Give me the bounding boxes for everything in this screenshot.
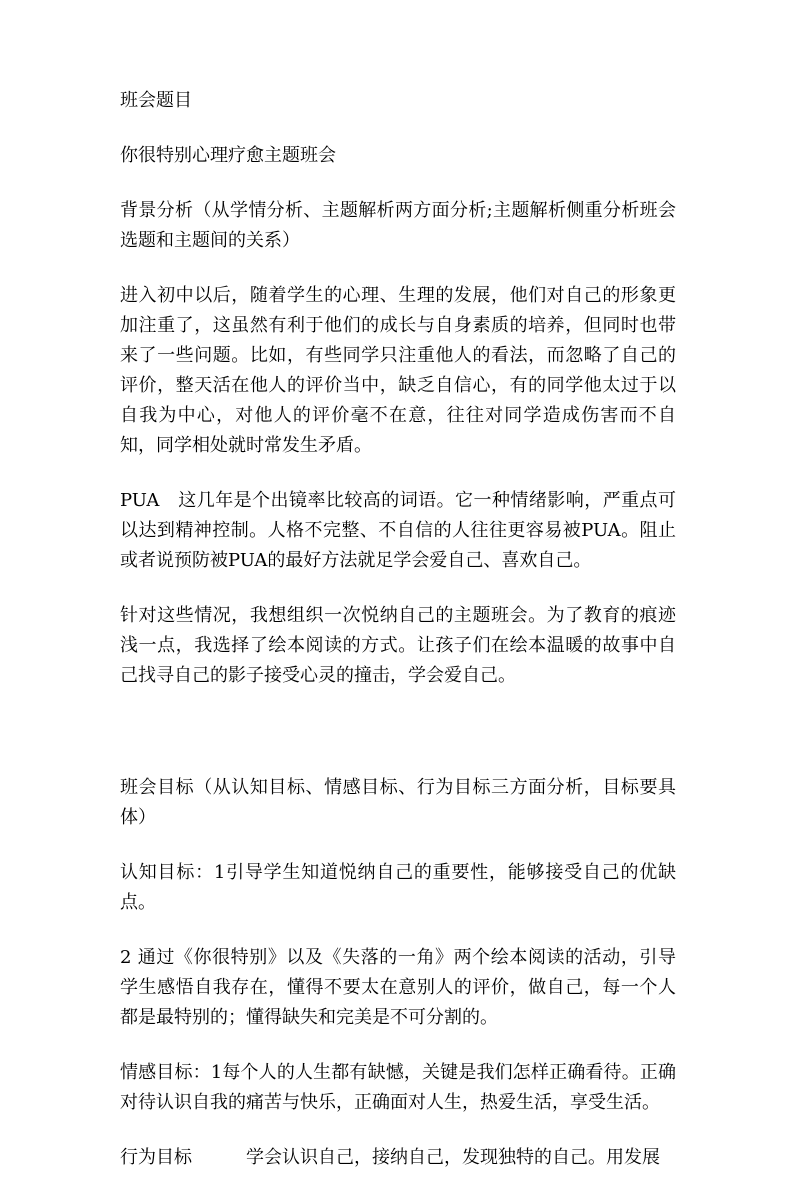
cognitive-goal-1: 认知目标：1引导学生知道悦纳自己的重要性，能够接受自己的优缺点。 xyxy=(120,862,676,913)
behavioral-goal: 行为目标 学会认识自己，接纳自己，发现独特的自己。用发展 xyxy=(120,1147,660,1168)
background-analysis-heading: 背景分析（从学情分析、主题解析两方面分析;主题解析侧重分析班会选题和主题间的关系） xyxy=(120,200,676,251)
cognitive-goal-2: 2 通过《你很特别》以及《失落的一角》两个绘本阅读的活动，引导学生感悟自我存在，懂得不要太在意别人的评价，做自己，每一个人都是最特别的；懂得缺失和完美是不可分割的。 xyxy=(120,947,676,1028)
background-paragraph-1: 进入初中以后，随着学生的心理、生理的发展，他们对自己的形象更加注重了，这虽然有利于他们的成长与自身素质的培养，但同时也带来了一些问题。比如，有些同学只注重他人的看法，而忽略了自己的评价，整天活在他人的评价当中，缺乏自信心，有的同学他太过于以自我为中心，对他人的评价毫不在意，往往对同学造成伤害而不自知，同学相处就时常发生矛盾。 xyxy=(120,285,676,456)
background-paragraph-pua: PUA 这几年是个出镜率比较高的词语。它一种情绪影响，严重点可以达到精神控制。人格不完整、不自信的人往往更容易被PUA。阻止或者说预防被PUA的最好方法就足学会爱自己、喜欢自己。 xyxy=(120,490,676,571)
emotional-goal: 情感目标：1每个人的人生都有缺憾，关键是我们怎样正确看待。正确对待认识自我的痛苦与快乐，正确面对人生，热爱生活，享受生活。 xyxy=(120,1062,676,1113)
class-meeting-title-label: 班会题目 xyxy=(120,90,192,111)
class-meeting-topic: 你很特别心理疗愈主题班会 xyxy=(120,145,336,166)
background-paragraph-plan: 针对这些情况，我想组织一次悦纳自己的主题班会。为了教育的痕迹浅一点，我选择了绘本阅读的方式。让孩子们在绘本温暖的故事中自己找寻自己的影子接受心灵的撞击，学会爱自己。 xyxy=(120,605,676,686)
goals-heading: 班会目标（从认知目标、情感目标、行为目标三方面分析，目标要具体） xyxy=(120,777,676,828)
document-body xyxy=(120,86,676,1198)
